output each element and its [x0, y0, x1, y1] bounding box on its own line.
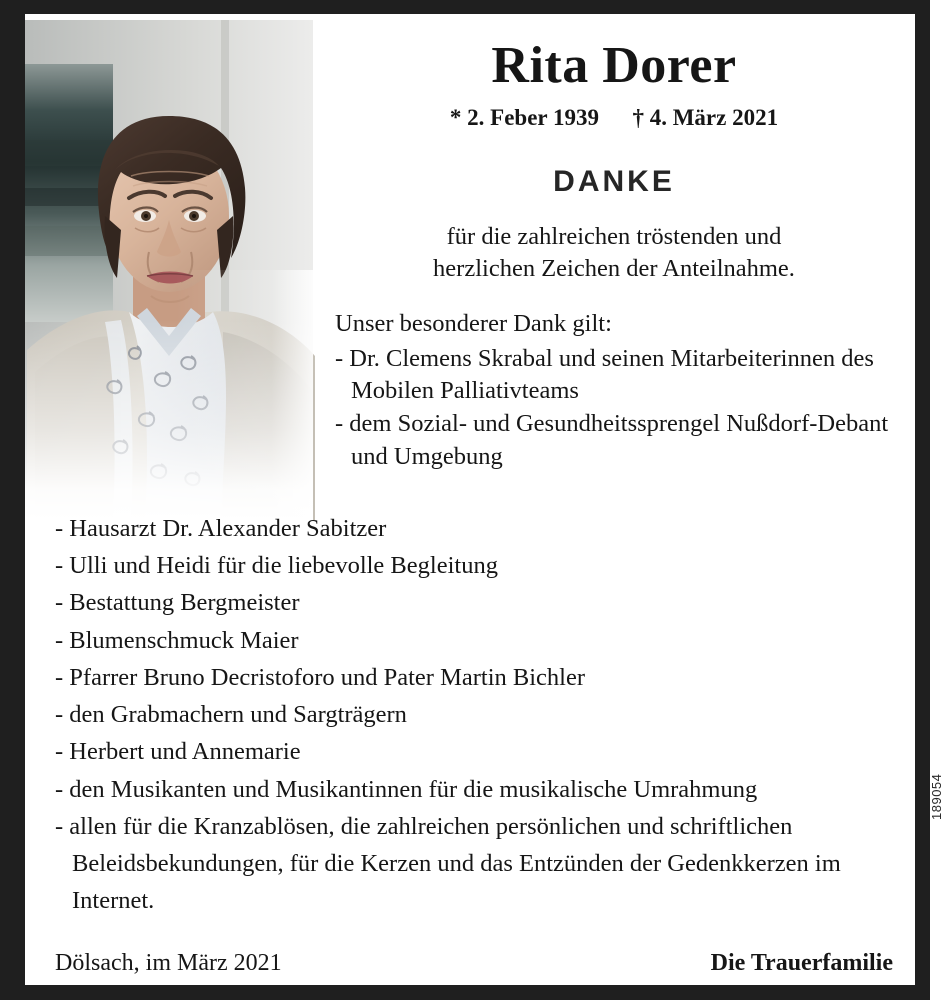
list-item: - den Musikanten und Musikantinnen für die musikalische Umrahmung	[55, 775, 758, 803]
list-item: - Blumenschmuck Maier	[55, 626, 299, 654]
notice-footer	[55, 950, 893, 977]
thanks-statement-line-2: herzlichen Zeichen der Anteilnahme.	[433, 255, 795, 283]
list-item: - Herbert und Annemarie	[55, 738, 301, 766]
list-item: - Dr. Clemens Skrabal und seinen Mitarbeiterinnen des Mobilen Palliativteams	[335, 344, 874, 405]
special-thanks-intro: Unser besonderer Dank gilt:	[335, 309, 612, 337]
death-date: 4. März 2021	[649, 105, 779, 131]
list-item: - Pfarrer Bruno Decristoforo und Pater Martin Bichler	[55, 663, 585, 691]
place-and-date: Dölsach, im März 2021	[55, 950, 282, 976]
thanks-statement	[313, 221, 915, 286]
birth-symbol: *	[449, 105, 462, 131]
header-column	[313, 22, 915, 474]
thanks-statement-line-1: für die zahlreichen tröstenden und	[446, 223, 782, 251]
signature-family: Die Trauerfamilie	[710, 950, 893, 976]
reference-number: 189054	[929, 773, 944, 820]
notice-card	[25, 14, 915, 985]
list-item: - Bestattung Bergmeister	[55, 589, 300, 617]
list-item: - allen für die Kranzablösen, die zahlreichen persönlichen und schriftlichen Beleidsbekundungen, für die Kerzen und das Entzünden der Gedenkkerzen im Internet.	[55, 812, 841, 915]
list-item: - dem Sozial- und Gesundheitssprengel Nußdorf-Debant und Umgebung	[335, 410, 889, 471]
death-symbol: †	[632, 105, 644, 131]
main-thanks-list	[55, 510, 900, 920]
birth-date: 2. Feber 1939	[467, 105, 599, 131]
life-dates	[313, 105, 915, 131]
portrait-photo-image	[25, 20, 313, 520]
list-item: - den Grabmachern und Sargträgern	[55, 701, 407, 729]
list-item: - Hausarzt Dr. Alexander Sabitzer	[55, 515, 387, 542]
danke-heading: DANKE	[553, 165, 675, 199]
deceased-name: Rita Dorer	[491, 37, 737, 94]
list-item: - Ulli und Heidi für die liebevolle Begleitung	[55, 552, 498, 580]
special-thanks-list	[313, 343, 915, 474]
portrait-photo	[25, 20, 313, 520]
